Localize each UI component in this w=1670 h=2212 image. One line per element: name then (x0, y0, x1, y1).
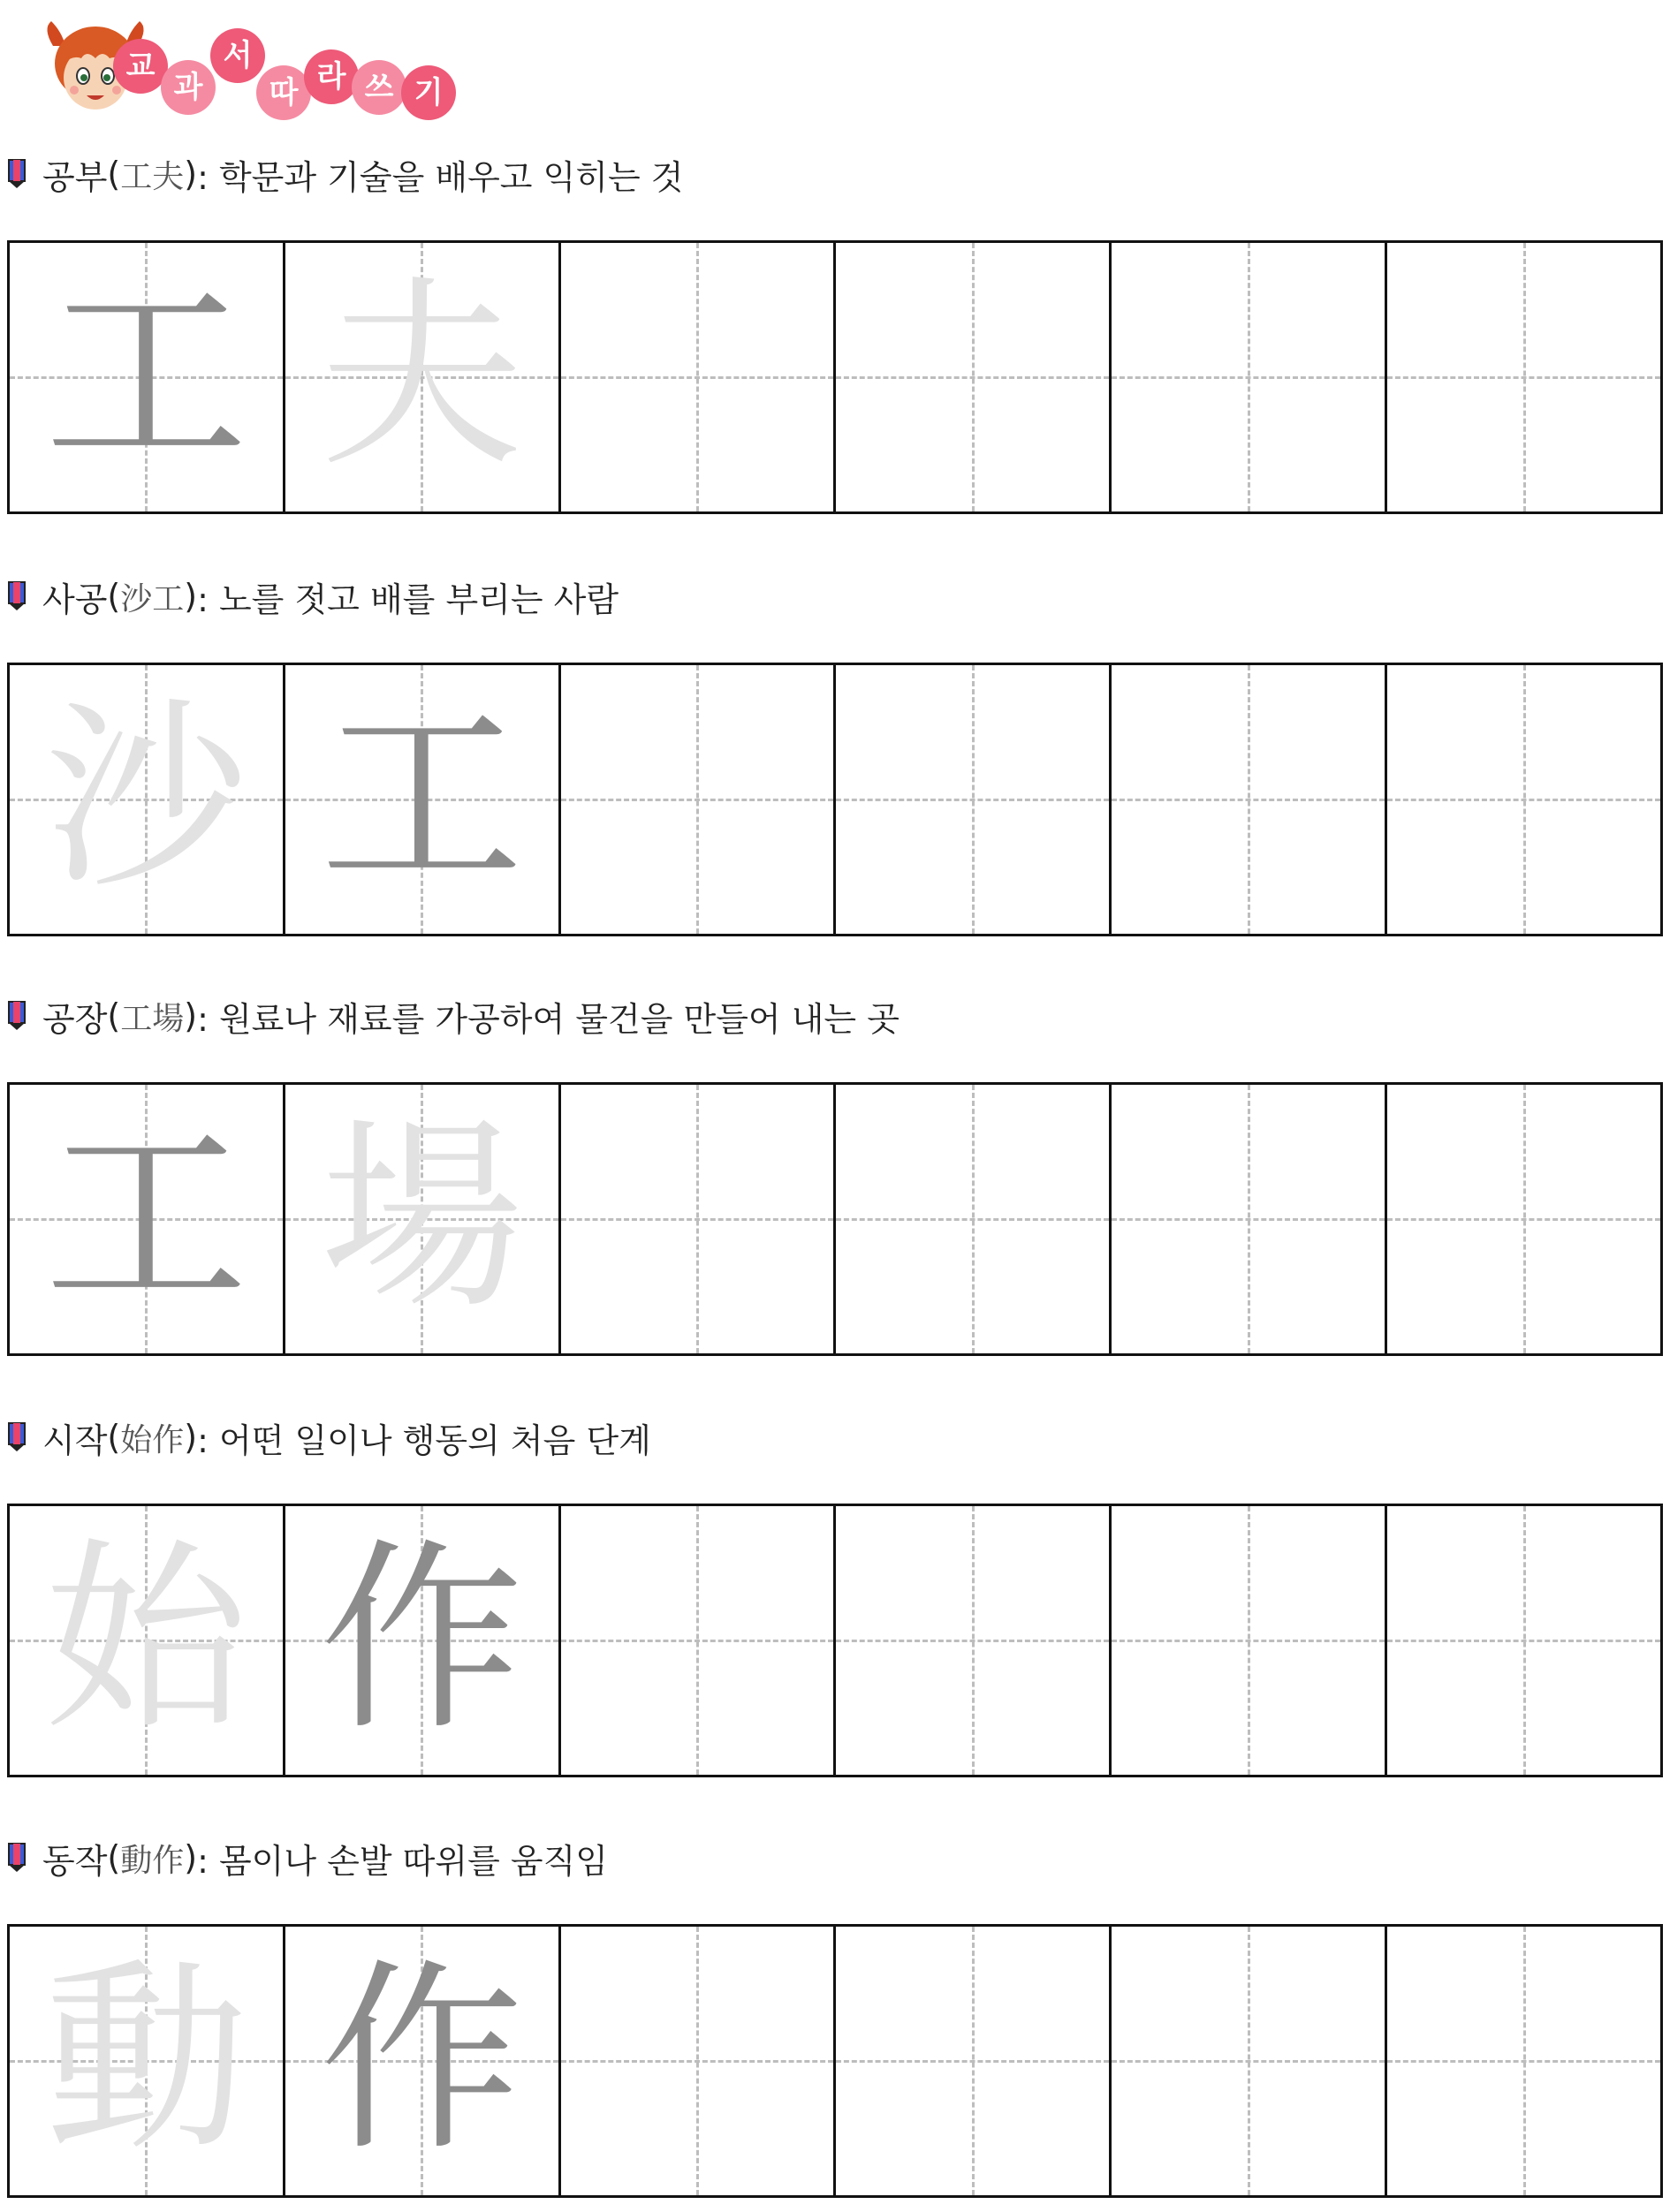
practice-cell (10, 1085, 285, 1353)
practice-cell-empty (1112, 1506, 1387, 1775)
word-heading: 공부 ( 工夫 ) : 학문과 기술을 배우고 익히는 것 (7, 152, 684, 196)
word-hanja: 沙工 (120, 580, 185, 617)
practice-cell-empty (1112, 243, 1387, 511)
word-heading: 시작 ( 始作 ) : 어떤 일이나 행동의 처음 단계 (7, 1415, 651, 1459)
practice-cell-empty (1387, 665, 1660, 934)
practice-cell-empty (836, 1085, 1112, 1353)
pencil-icon (7, 1842, 27, 1874)
practice-grid (7, 663, 1663, 936)
word-korean: 시작 (42, 1420, 108, 1460)
trace-char: 沙 (44, 681, 248, 917)
word-heading: 사공 ( 沙工 ) : 노를 젓고 배를 부리는 사람 (7, 574, 619, 618)
practice-cell-empty (836, 243, 1112, 511)
practice-cell (10, 665, 285, 934)
practice-cell (285, 1506, 561, 1775)
word-hanja: 動作 (120, 1842, 185, 1879)
pencil-icon (7, 158, 27, 190)
word-hanja: 工場 (120, 1000, 185, 1037)
word-heading: 공장 ( 工場 ) : 원료나 재료를 가공하여 물건을 만들어 내는 곳 (7, 994, 900, 1038)
practice-grid (7, 1924, 1663, 2198)
trace-char: 動 (44, 1943, 248, 2178)
practice-cell-empty (836, 665, 1112, 934)
practice-cell-empty (561, 1927, 837, 2195)
practice-cell-empty (1112, 1927, 1387, 2195)
practice-cell-empty (1387, 1506, 1660, 1775)
word-meaning: : 노를 젓고 배를 부리는 사람 (197, 580, 619, 619)
trace-char: 工 (44, 259, 248, 495)
trace-char: 始 (44, 1522, 248, 1758)
practice-cell-empty (561, 243, 837, 511)
trace-char: 作 (320, 1522, 524, 1758)
practice-cell-empty (1112, 1085, 1387, 1353)
practice-cell (10, 1506, 285, 1775)
logo-char-5: 라 (304, 49, 359, 104)
word-meaning: : 원료나 재료를 가공하여 물건을 만들어 내는 곳 (197, 999, 900, 1039)
word-meaning: : 어떤 일이나 행동의 처음 단계 (197, 1420, 651, 1460)
practice-cell (285, 665, 561, 934)
pencil-icon (7, 580, 27, 612)
practice-cell-empty (561, 665, 837, 934)
word-hanja: 始作 (120, 1421, 185, 1458)
practice-grid (7, 240, 1663, 514)
practice-cell (285, 243, 561, 511)
practice-cell-empty (836, 1506, 1112, 1775)
trace-char: 工 (44, 1101, 248, 1337)
word-hanja: 工夫 (120, 158, 185, 195)
word-korean: 동작 (42, 1841, 108, 1881)
logo-char-4: 따 (256, 65, 311, 120)
practice-cell (10, 1927, 285, 2195)
practice-cell (10, 243, 285, 511)
word-korean: 공장 (42, 999, 108, 1039)
pencil-icon (7, 1421, 27, 1453)
trace-char: 夫 (320, 259, 524, 495)
logo-char-6: 쓰 (352, 60, 406, 115)
word-korean: 사공 (42, 580, 108, 619)
word-heading: 동작 ( 動作 ) : 몸이나 손발 따위를 움직임 (7, 1836, 608, 1880)
logo-char-7: 기 (401, 65, 456, 120)
word-meaning: : 학문과 기술을 배우고 익히는 것 (197, 157, 684, 197)
practice-cell-empty (561, 1085, 837, 1353)
practice-grid (7, 1504, 1663, 1777)
logo-char-3: 서 (210, 28, 265, 83)
practice-cell-empty (561, 1506, 837, 1775)
trace-char: 作 (320, 1943, 524, 2178)
practice-cell-empty (1387, 1927, 1660, 2195)
pencil-icon (7, 1000, 27, 1032)
trace-char: 場 (320, 1101, 524, 1337)
practice-cell-empty (836, 1927, 1112, 2195)
trace-char: 工 (320, 681, 524, 917)
practice-cell (285, 1927, 561, 2195)
logo-char-1: 교 (113, 39, 168, 94)
practice-cell (285, 1085, 561, 1353)
practice-cell-empty (1112, 665, 1387, 934)
practice-cell-empty (1387, 243, 1660, 511)
word-meaning: : 몸이나 손발 따위를 움직임 (197, 1841, 609, 1881)
logo-char-2: 과 (161, 60, 216, 115)
practice-grid (7, 1082, 1663, 1356)
logo (25, 11, 484, 121)
practice-cell-empty (1387, 1085, 1660, 1353)
word-korean: 공부 (42, 157, 108, 197)
